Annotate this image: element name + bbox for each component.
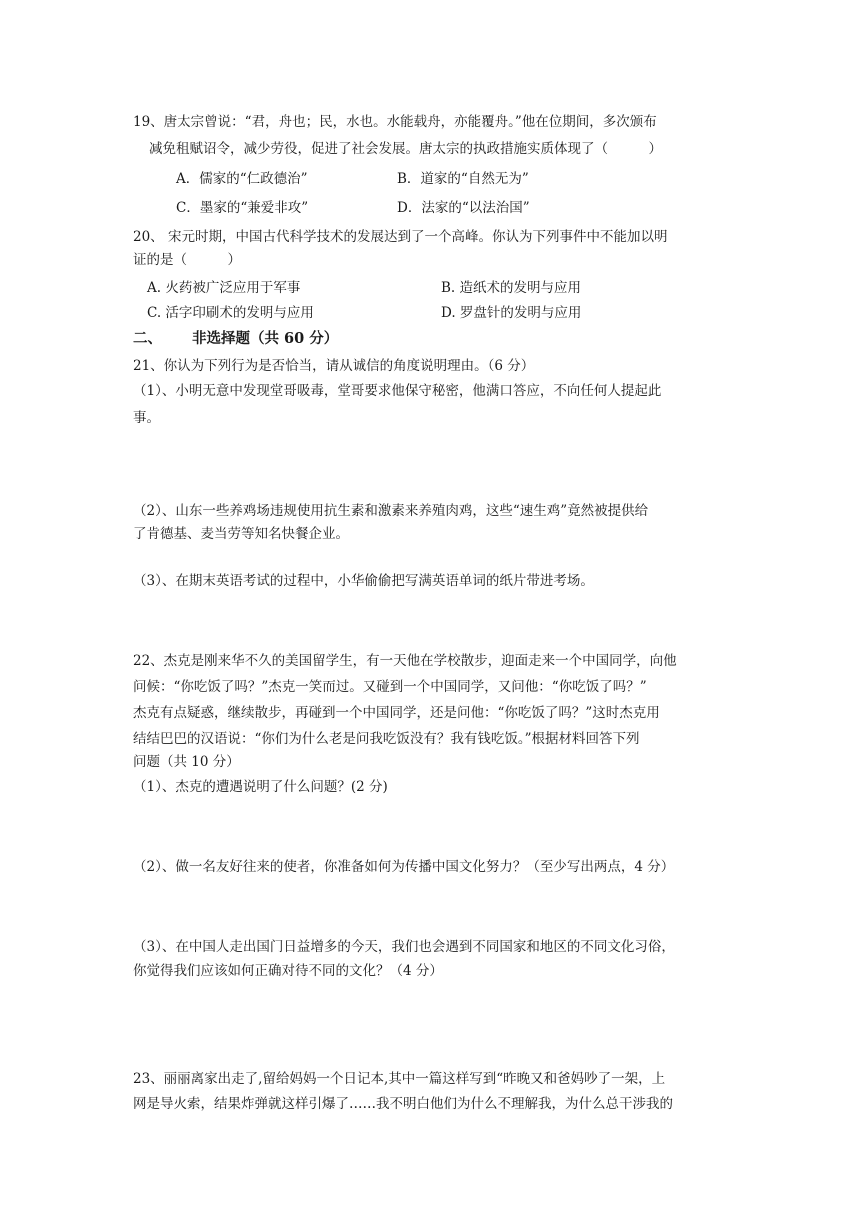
q22-sub3-line1: （3）、在中国人走出国门日益增多的今天，我们也会遇到不同国家和地区的不同文化习俗， (133, 939, 675, 955)
q20-line1: 20、 宋元时期，中国古代科学技术的发展达到了一个高峰。你认为下列事件中不能加以明 (133, 229, 668, 245)
section2-number: 二、 (133, 330, 162, 347)
q23-line2: 网是导火索，结果炸弹就这样引爆了……我不明白他们为什么不理解我，为什么总干涉我的 (133, 1096, 673, 1112)
q22-line3: 杰克有点疑惑，继续散步，再碰到一个中国同学，还是问他：“你吃饭了吗？”这时杰克用 (133, 705, 660, 721)
q22-sub3-line2: 你觉得我们应该如何正确对待不同的文化？（4 分） (133, 963, 443, 979)
q19-option-c: C．墨家的“兼爱非攻” (176, 200, 309, 216)
section2-title: 非选择题（共 60 分） (192, 330, 339, 347)
q23-line1: 23、丽丽离家出走了,留给妈妈一个日记本,其中一篇这样写到“昨晚又和爸妈吵了一架，上 (133, 1071, 666, 1087)
q22-sub2: （2）、做一名友好往来的使者，你准备如何为传播中国文化努力？（至少写出两点，4 分） (133, 859, 675, 875)
q22-line5: 问题（共 10 分） (133, 754, 240, 770)
q20-option-a: A. 火药被广泛应用于军事 (147, 280, 301, 296)
q19-option-b: B．道家的“自然无为” (397, 171, 529, 187)
q22-line1: 22、杰克是刚来华不久的美国留学生，有一天他在学校散步，迎面走来一个中国同学，向他 (133, 653, 677, 669)
q20-option-c: C. 活字印刷术的发明与应用 (147, 305, 314, 321)
q21-sub2-line2: 了肯德基、麦当劳等知名快餐企业。 (133, 526, 349, 542)
q22-line2: 问候：“你吃饭了吗？”杰克一笑而过。又碰到一个中国同学，又问他：“你吃饭了吗？” (133, 679, 647, 695)
q19-line2: 减免租赋诏令，减少劳役，促进了社会发展。唐太宗的执政措施实质体现了（ ） (149, 141, 662, 157)
q19-option-a: A．儒家的“仁政德治” (176, 171, 308, 187)
q21-sub2-line1: （2）、山东一些养鸡场违规使用抗生素和激素来养殖肉鸡，这些“速生鸡”竟然被提供给 (133, 503, 649, 519)
q20-option-b: B. 造纸术的发明与应用 (441, 280, 582, 296)
q19-option-d: D．法家的“以法治国” (397, 200, 530, 216)
q21-sub1-line1: （1）、小明无意中发现堂哥吸毒，堂哥要求他保守秘密，他满口答应，不向任何人提起此 (133, 383, 662, 399)
q22-sub1: （1）、杰克的遭遇说明了什么问题？(2 分) (133, 779, 388, 795)
q21-sub1-line2: 事。 (133, 410, 160, 426)
q22-line4: 结结巴巴的汉语说：“你们为什么老是问我吃饭没有？我有钱吃饭。”根据材料回答下列 (133, 731, 640, 747)
q20-line2: 证的是（ ） (133, 252, 241, 268)
q21-sub3-line1: （3）、在期末英语考试的过程中，小华偷偷把写满英语单词的纸片带进考场。 (133, 573, 594, 589)
q21-stem: 21、你认为下列行为是否恰当，请从诚信的角度说明理由。（6 分） (133, 358, 535, 374)
q19-line1: 19、唐太宗曾说：“君，舟也；民，水也。水能载舟，亦能覆舟。”他在位期间，多次颁布 (133, 114, 657, 130)
q20-option-d: D. 罗盘针的发明与应用 (441, 305, 582, 321)
